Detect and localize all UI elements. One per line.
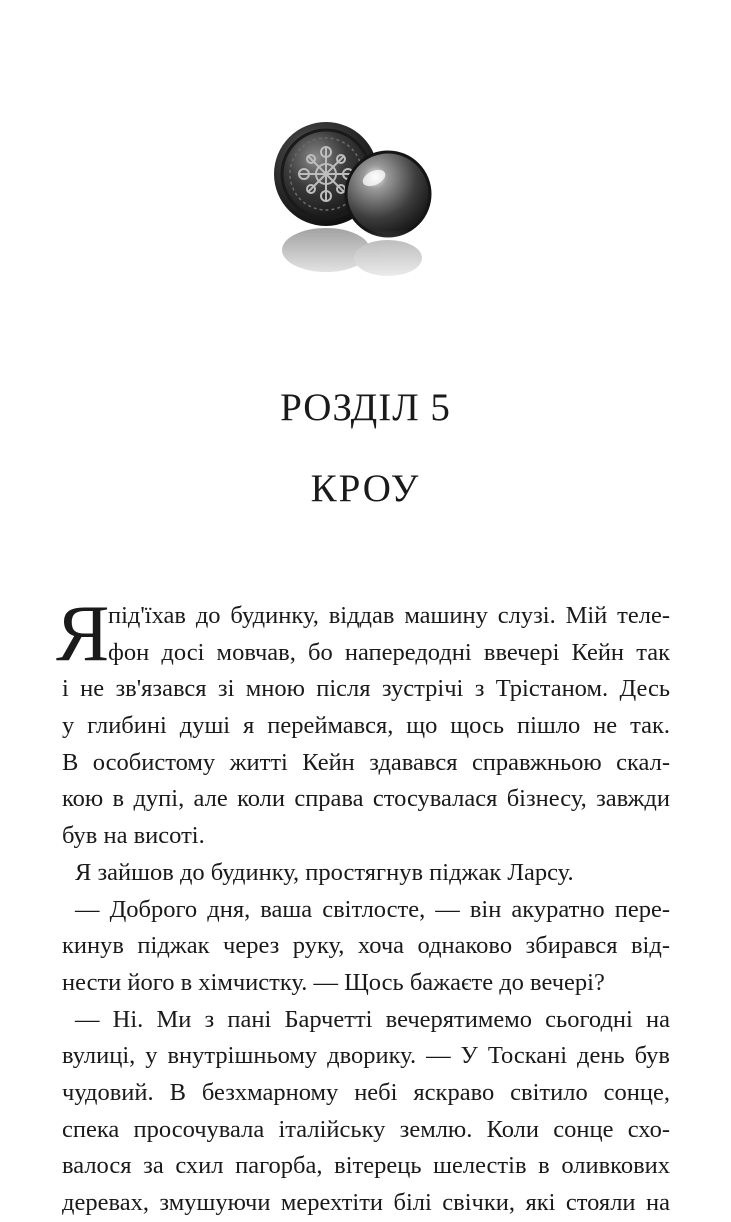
text-line: — Ні. Ми з пані Барчетті вечерятимемо сьогодні на: [75, 1005, 670, 1033]
buttons-illustration-icon: [268, 112, 438, 292]
text-line: Я зайшов до будинку, простягнув піджак Ларсу.: [75, 858, 574, 886]
text-line: кинув піджак через руку, хоча однаково збирався від-: [62, 932, 670, 960]
chapter-title: КРОУ: [310, 467, 421, 510]
chapter-number: РОЗДІЛ 5: [280, 386, 451, 429]
text-line: чудовий. В безхмарному небі яскраво світило сонце,: [62, 1078, 670, 1106]
text-line: нести його в хімчистку. — Щось бажаєте до вечері?: [62, 968, 605, 996]
text-line: фон досі мовчав, бо напередодні ввечері Кейн так: [108, 638, 670, 666]
text-line: В особистому житті Кейн здавався справжньою скал-: [62, 748, 670, 776]
text-line: і не зв'язався зі мною після зустрічі з Трістаном. Десь: [62, 675, 670, 703]
drop-cap: Я: [56, 590, 110, 678]
text-line: — Доброго дня, ваша світлосте, — він акуратно пере-: [75, 895, 670, 923]
text-line: деревах, змушуючи мерехтіти білі свічки, які стояли на: [62, 1189, 670, 1216]
body-text: [56, 590, 670, 1222]
text-line: кою в дупі, але коли справа стосувалася бізнесу, завжди: [62, 785, 670, 813]
text-line: у глибині душі я переймався, що щось пішло не так.: [62, 712, 670, 740]
text-line: під'їхав до будинку, віддав машину слузі. Мій теле-: [108, 602, 670, 629]
text-line: був на висоті.: [62, 822, 205, 850]
text-line: вулиці, у внутрішньому дворику. — У Тоскані день був: [62, 1042, 670, 1070]
text-line: валося за схил пагорба, вітерець шелестів в оливкових: [62, 1152, 670, 1180]
text-line: спека просочувала італійську землю. Коли сонце схо-: [62, 1115, 670, 1143]
